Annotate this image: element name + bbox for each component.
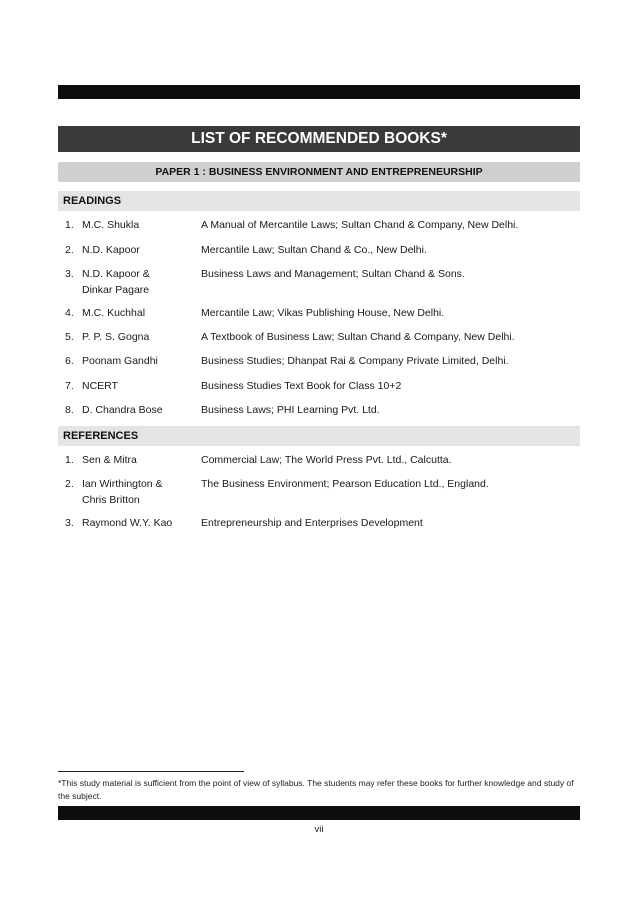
item-book: Business Studies; Dhanpat Rai & Company Private Limited, Delhi. (201, 355, 509, 367)
item-author: NCERT (82, 380, 118, 392)
item-book: Business Studies Text Book for Class 10+2 (201, 380, 402, 392)
item-number: 1. (65, 219, 74, 231)
item-number: 3. (65, 268, 74, 280)
item-author: Raymond W.Y. Kao (82, 517, 173, 529)
header-bar (58, 85, 580, 99)
item-number: 2. (65, 244, 74, 256)
item-book: Mercantile Law; Sultan Chand & Co., New Delhi. (201, 244, 427, 256)
references-heading-label: REFERENCES (63, 430, 139, 442)
item-book: Commercial Law; The World Press Pvt. Ltd., Calcutta. (201, 454, 452, 466)
item-author: D. Chandra Bose (82, 404, 163, 416)
item-author: N.D. Kapoor & Dinkar Pagare (82, 268, 150, 296)
readings-heading (58, 191, 580, 211)
item-author: P. P. S. Gogna (82, 331, 150, 343)
item-number: 7. (65, 380, 74, 392)
references-heading (58, 426, 580, 446)
item-number: 8. (65, 404, 74, 416)
item-number: 2. (65, 478, 74, 490)
item-book: Mercantile Law; Vikas Publishing House, New Delhi. (201, 307, 445, 319)
footnote: *This study material is sufficient from the point of view of syllabus. The students may refer these books for further knowledge and study of the subject. (58, 778, 574, 801)
item-number: 5. (65, 331, 74, 343)
item-author: M.C. Shukla (82, 219, 140, 231)
item-number: 4. (65, 307, 74, 319)
item-number: 6. (65, 355, 74, 367)
readings-heading-label: READINGS (63, 195, 122, 207)
item-number: 3. (65, 517, 74, 529)
item-author: Sen & Mitra (82, 454, 137, 466)
item-author: N.D. Kapoor (82, 244, 140, 256)
item-author: M.C. Kuchhal (82, 307, 146, 319)
page-title: LIST OF RECOMMENDED BOOKS* (58, 126, 580, 152)
paper-subtitle: PAPER 1 : BUSINESS ENVIRONMENT AND ENTREPRENEURSHIP (58, 162, 580, 182)
item-book: The Business Environment; Pearson Education Ltd., England. (201, 478, 489, 490)
footer-bar (58, 806, 580, 820)
item-book: A Manual of Mercantile Laws; Sultan Chand & Company, New Delhi. (201, 219, 519, 231)
item-book: Business Laws; PHI Learning Pvt. Ltd. (201, 404, 380, 416)
item-author: Poonam Gandhi (82, 355, 158, 367)
page-number: vii (314, 824, 324, 835)
item-book: Entrepreneurship and Enterprises Development (201, 517, 423, 529)
item-book: Business Laws and Management; Sultan Chand & Sons. (201, 268, 465, 280)
footnote-divider (58, 771, 244, 772)
item-book: A Textbook of Business Law; Sultan Chand & Company, New Delhi. (201, 331, 515, 343)
item-author: Ian Wirthington & Chris Britton (82, 478, 163, 506)
item-number: 1. (65, 454, 74, 466)
